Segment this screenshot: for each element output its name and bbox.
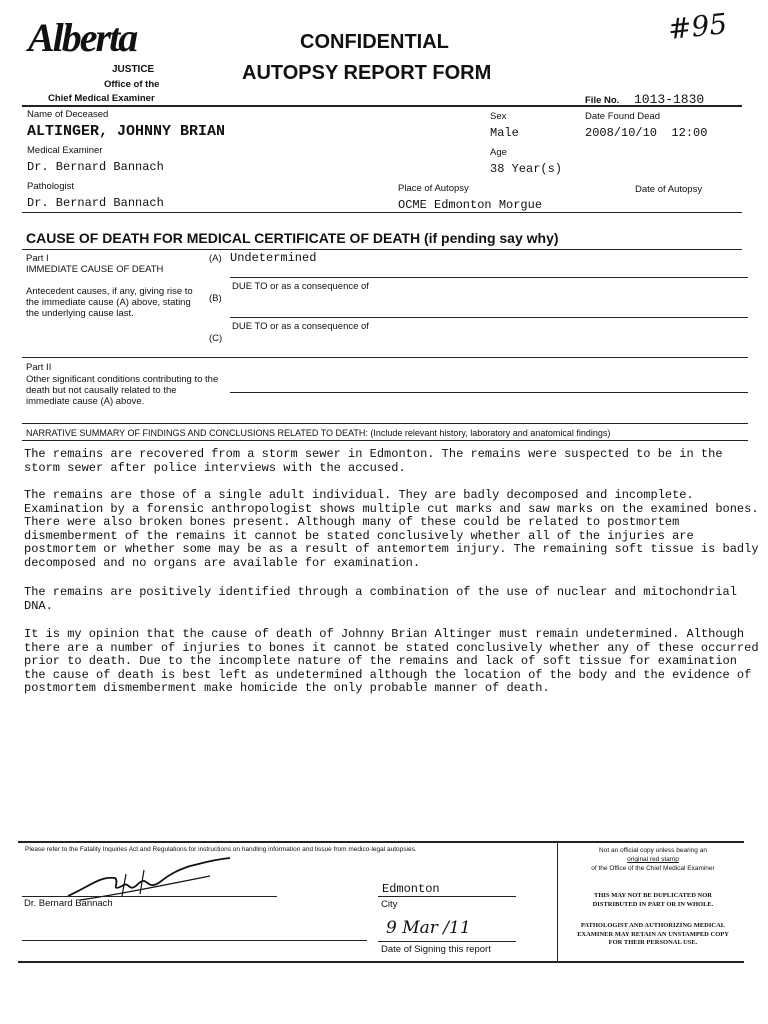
dept-label: JUSTICE xyxy=(112,64,155,75)
part2-text: Other significant conditions contributing to the death but not causally related to the immediate cause (A) above. xyxy=(26,374,219,407)
narrative-heading: NARRATIVE SUMMARY OF FINDINGS AND CONCLUSIONS RELATED TO DEATH: (Include relevant history, laboratory and anatomical findings) xyxy=(26,428,611,438)
date-autopsy-label: Date of Autopsy xyxy=(635,184,703,195)
office-line1: Office of the xyxy=(104,79,160,90)
cause-b-letter: (B) xyxy=(209,293,222,304)
signer-name: Dr. Bernard Bannach xyxy=(24,898,113,909)
due-to-c: DUE TO or as a consequence of xyxy=(232,321,369,332)
retain-copy-warning: PATHOLOGIST AND AUTHORIZING MEDICAL EXAMINER MAY RETAIN AN UNSTAMPED COPY FOR THEIR PERSONAL USE. xyxy=(577,922,729,946)
cause-a-letter: (A) xyxy=(209,253,222,264)
notice-line3: of the Office of the Chief Medical Examiner xyxy=(591,865,715,872)
cause-b-line xyxy=(230,317,748,318)
cause-a-line xyxy=(230,277,748,278)
city-line xyxy=(378,896,516,897)
file-no-label: File No. xyxy=(585,95,620,106)
me-label: Medical Examiner xyxy=(27,145,103,156)
date-label: Date of Signing this report xyxy=(381,944,491,955)
date-signed-handwritten: 9 Mar /11 xyxy=(386,918,471,938)
city-label: City xyxy=(381,899,398,910)
name-label: Name of Deceased xyxy=(27,109,109,120)
narrative-paragraph-2: The remains are those of a single adult individual. They are badly decomposed and incomplete. Examination by a forensic anthropologist shows multiple cut marks and saw marks on the examined bones. There were also broken bones present. Although many of these could be related to postmortem dismemberment of the remains it cannot be stated conclusively whether all of the injuries are postmortem or whether some may be as a result of antemortem injury. The remaining soft tissue is badly decomposed and no organs are available for examination. xyxy=(24,488,759,570)
pathologist-label: Pathologist xyxy=(27,181,75,192)
city-value: Edmonton xyxy=(382,882,440,896)
part2-label: Part II xyxy=(26,362,52,373)
office-line2: Chief Medical Examiner xyxy=(48,93,155,104)
cause-c-letter: (C) xyxy=(209,333,223,344)
no-duplicate-warning: THIS MAY NOT BE DUPLICATED NOR DISTRIBUTED IN PART OR IN WHOLE. xyxy=(592,892,714,908)
due-to-b: DUE TO or as a consequence of xyxy=(232,281,369,292)
date-found-label: Date Found Dead xyxy=(585,111,660,122)
narrative-rule xyxy=(22,440,748,441)
official-copy-notice xyxy=(568,846,738,873)
age-label: Age xyxy=(490,147,507,158)
age-value: 38 Year(s) xyxy=(490,162,563,176)
narrative-paragraph-4: It is my opinion that the cause of death of Johnny Brian Altinger must remain undetermined. Although there are a number of injuries to bones it cannot be stated conclusively whether any of these occurred prior to death. Due to the incomplete nature of the remains and lack of soft tissue for examination the cause of death is best left as undetermined although the location of the body and the evidence of postmortem dismemberment make homicide the only probable manner of death. xyxy=(24,627,759,696)
pathologist-value: Dr. Bernard Bannach xyxy=(27,196,164,210)
cause-heading: CAUSE OF DEATH FOR MEDICAL CERTIFICATE OF DEATH (if pending say why) xyxy=(26,230,559,246)
part2-line xyxy=(230,392,748,393)
sex-value: Male xyxy=(490,126,519,140)
place-value: OCME Edmonton Morgue xyxy=(398,198,543,212)
notice-line2: original red stamp xyxy=(627,856,679,863)
narrative-paragraph-1: The remains are recovered from a storm sewer in Edmonton. The remains were suspected to be in the storm sewer after police interviews with the accused. xyxy=(24,447,723,475)
fields-rule xyxy=(22,212,742,213)
part1-rule xyxy=(22,357,748,358)
footer-bottom-rule xyxy=(18,961,744,963)
footer-top-rule xyxy=(18,841,744,843)
sex-label: Sex xyxy=(490,111,507,122)
case-handwritten-mark: #95 xyxy=(666,7,729,46)
date-line xyxy=(378,941,516,942)
name-value: ALTINGER, JOHNNY BRIAN xyxy=(27,123,226,140)
cause-a-value: Undetermined xyxy=(230,251,317,265)
signature-line xyxy=(22,896,277,897)
narrative-paragraph-3: The remains are positively identified through a combination of the use of nuclear and mitochondrial DNA. xyxy=(24,585,737,613)
footer-divider xyxy=(557,841,558,961)
refer-text: Please refer to the Fatality Inquiries Act and Regulations for instructions on handling information and tissue from medico-legal autopsies. xyxy=(25,846,417,853)
me-value: Dr. Bernard Bannach xyxy=(27,160,164,174)
alberta-logo: Alberta xyxy=(28,15,137,60)
antecedent-text: Antecedent causes, if any, giving rise to the immediate cause (A) above, stating the underlying cause last. xyxy=(26,286,193,319)
date-found-value: 2008/10/10 12:00 xyxy=(585,126,708,140)
part1-label: Part I xyxy=(26,253,49,264)
place-label: Place of Autopsy xyxy=(398,183,469,194)
title-confidential: CONFIDENTIAL xyxy=(300,31,449,53)
title-form: AUTOPSY REPORT FORM xyxy=(242,62,492,84)
header-rule xyxy=(22,105,742,107)
immediate-label: IMMEDIATE CAUSE OF DEATH xyxy=(26,264,164,275)
file-no-value: 1013-1830 xyxy=(634,92,705,107)
notice-line1: Not an official copy unless bearing an xyxy=(599,847,707,854)
blank-line xyxy=(22,940,367,941)
part2-rule xyxy=(22,423,748,424)
cause-heading-rule xyxy=(22,249,742,250)
